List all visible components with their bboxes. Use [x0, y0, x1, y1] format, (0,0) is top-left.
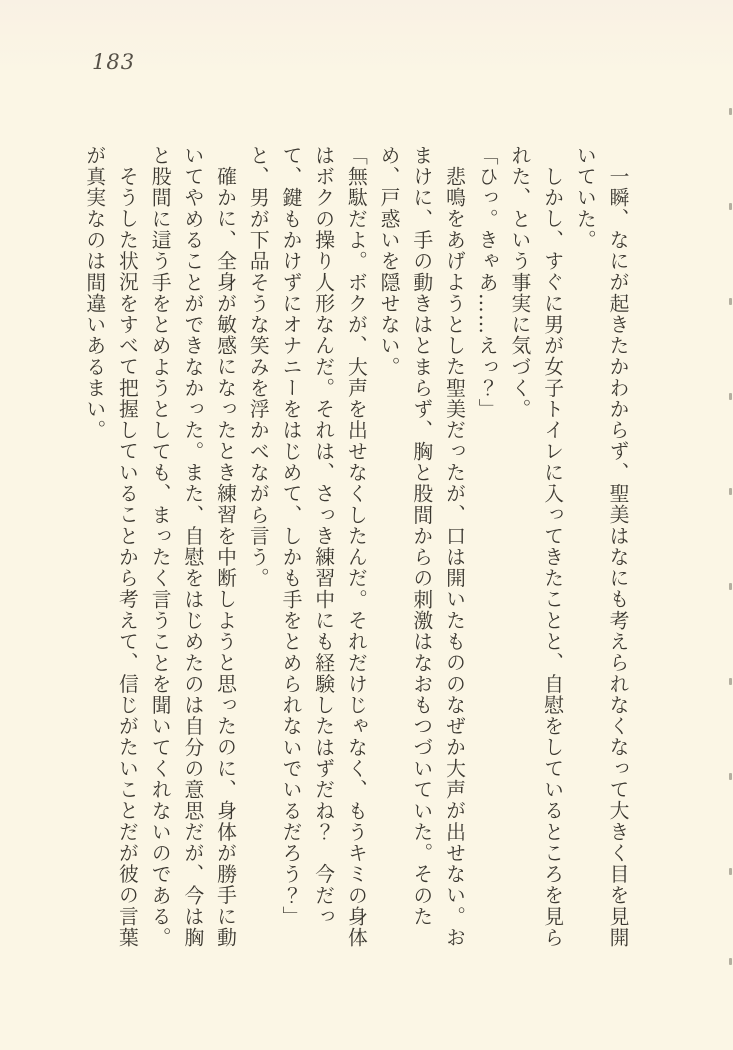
scan-artifact	[729, 108, 732, 115]
paragraph: と、男が下品そうな笑みを浮かべながら言う。	[246, 145, 270, 589]
page-number: 183	[92, 50, 136, 74]
paragraph: そうした状況をすべて把握していることから考えて、信じがたいことだが彼の言葉が真実なのは間違いあるまい。	[82, 145, 139, 949]
scan-artifact	[729, 868, 732, 875]
scan-artifact	[729, 393, 732, 400]
paragraph: 確かに、全身が敏感になったとき練習を中断しようと思ったのに、身体が勝手に動いてやめることができなかった。また、自慰をはじめたのは自分の意思だが、今は胸と股間に這う手をとめようとしても、まったく言うことを聞いてくれないのである。	[148, 145, 237, 949]
scan-artifact	[729, 583, 732, 590]
scan-artifact	[729, 203, 732, 210]
paragraph: 悲鳴をあげようとした聖美だったが、口は開いたもののなぜか大声が出せない。おまけに、手の動きはとまらず、胸と股間からの刺激はなおもつづいていた。そのため、戸惑いを隠せない。	[377, 145, 466, 949]
paragraph-dialogue: 「無駄だよ。ボクが、大声を出せなくしたんだ。それだけじゃなく、もうキミの身体はボクの操り人形なんだ。それは、さっき練習中にも経験したはずだね？ 今だって、鍵もかけずにオナニーをはじめて、しかも手をとめられないでいるだろう？」	[278, 145, 368, 949]
paragraph: しかし、すぐに男が女子トイレに入ってきたことと、自慰をしているところを見られた、という事実に気づく。	[507, 145, 564, 949]
scan-artifact	[729, 678, 732, 685]
body-text	[77, 145, 633, 951]
paragraph: 一瞬、なにが起きたかわからず、聖美はなにも考えられなくなって大きく目を見開いていた。	[573, 145, 629, 949]
scan-artifact	[729, 773, 732, 780]
scan-artifact	[729, 488, 732, 495]
scan-artifact	[729, 298, 732, 305]
scan-artifact	[729, 958, 732, 965]
paragraph-dialogue: 「ひっ。きゃあ……えっ？」	[475, 145, 499, 420]
